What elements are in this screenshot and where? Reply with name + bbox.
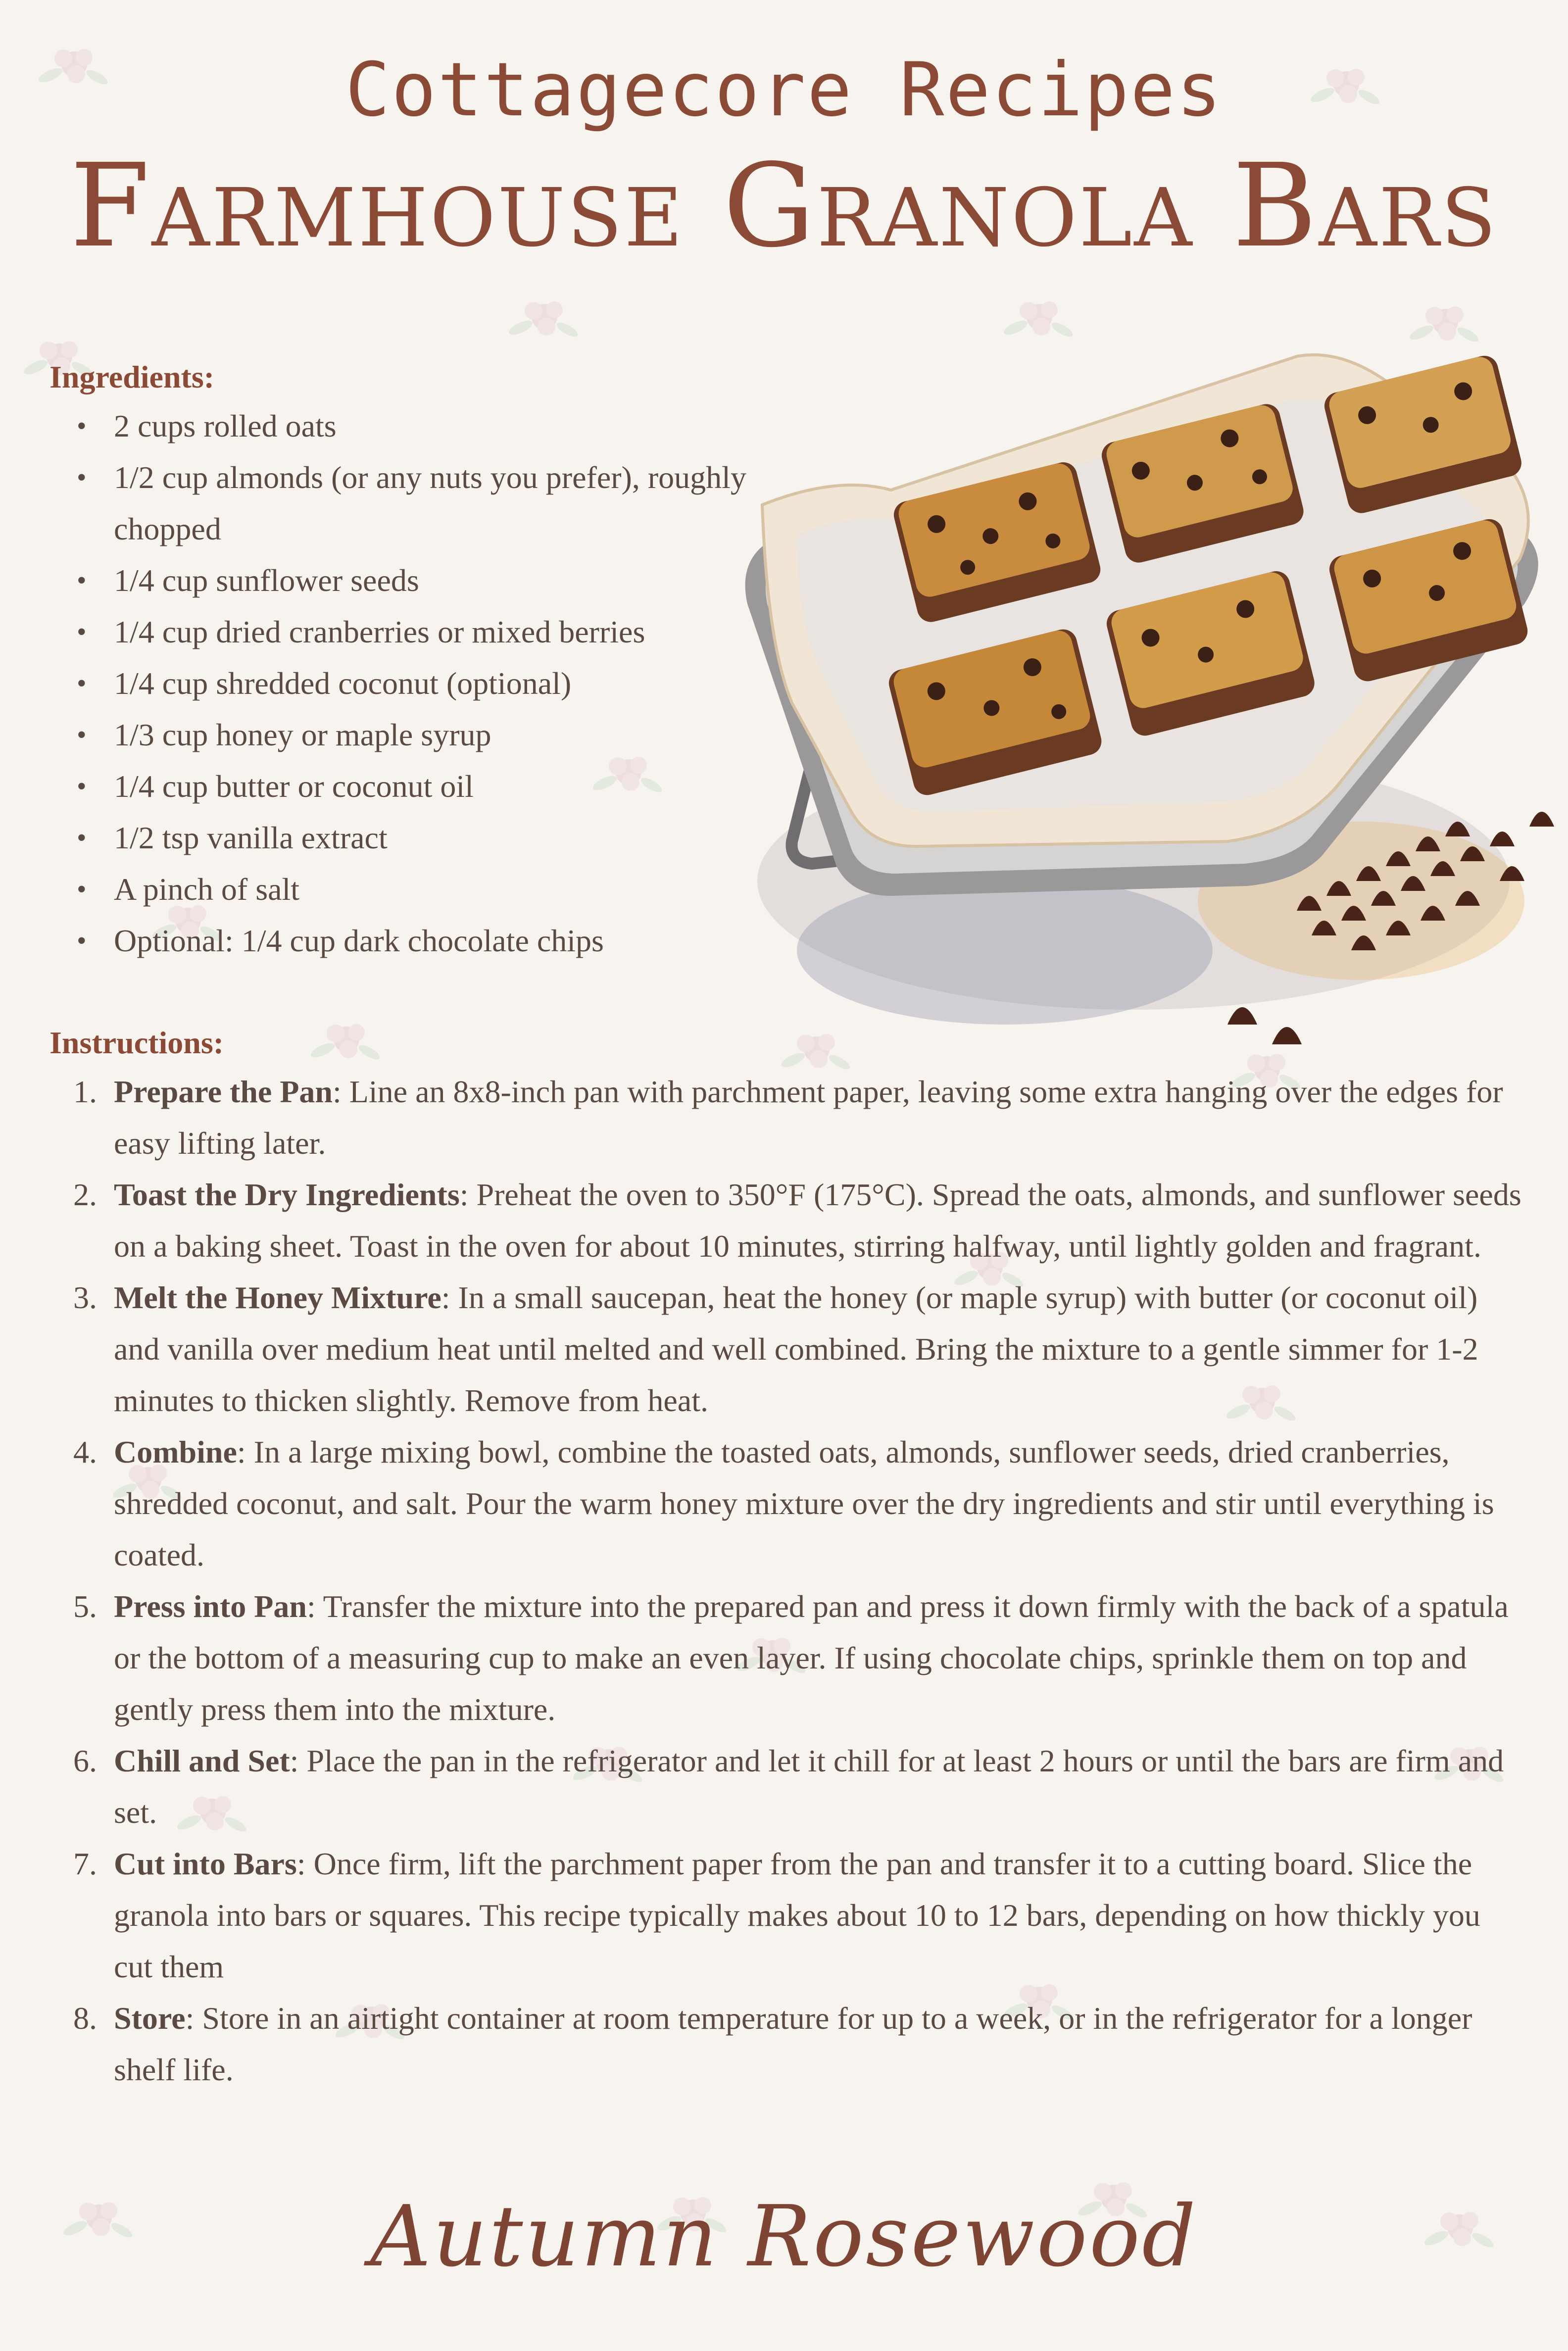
- ingredient-item: • A pinch of salt: [49, 864, 782, 915]
- bullet-icon: •: [77, 771, 87, 802]
- bullet-icon: •: [77, 720, 87, 750]
- instructions-heading: Instructions:: [49, 1025, 224, 1060]
- bullet-icon: •: [77, 823, 87, 853]
- instruction-step: 3. Melt the Honey Mixture: In a small saucepan, heat the honey (or maple syrup) with butter (or coconut oil) and vanilla over medium heat until melted and well combined. Bring the mixture to a gentle simmer for 1-2 minutes to thicken slightly. Remove from heat.: [73, 1280, 1478, 1418]
- bullet-icon: •: [77, 874, 87, 905]
- instruction-step: 2. Toast the Dry Ingredients: Preheat the oven to 350°F (175°C). Spread the oats, almonds, and sunflower seeds on a baking sheet. Toast in the oven for about 10 minutes, stirring halfway, until lightly golden and fragrant.: [73, 1177, 1521, 1264]
- ingredient-item: • 1/3 cup honey or maple syrup: [49, 709, 782, 761]
- bullet-icon: •: [77, 926, 87, 956]
- author-signature: Autumn Rosewood: [370, 2188, 1198, 2286]
- granola-pan-illustration: [728, 327, 1568, 1059]
- ingredient-item: • Optional: 1/4 cup dark chocolate chips: [49, 915, 782, 967]
- instructions-list: [49, 1066, 1524, 2096]
- instruction-step: 7. Cut into Bars: Once firm, lift the parchment paper from the pan and transfer it to a cutting board. Slice the granola into bars or squares. This recipe typically makes about 10 to 12 bars, depending on how thickly you cut them: [73, 1846, 1480, 1984]
- recipe-title: Farmhouse Granola Bars: [70, 139, 1498, 273]
- instruction-step: 8. Store: Store in an airtight container at room temperature for up to a week, or in the refrigerator for a longer shelf life.: [73, 2001, 1472, 2087]
- instruction-step: 4. Combine: In a large mixing bowl, combine the toasted oats, almonds, sunflower seeds, dried cranberries, shredded coconut, and salt. Pour the warm honey mixture over the dry ingredients and stir until everything is coated.: [73, 1434, 1494, 1572]
- ingredient-item: • 2 cups rolled oats: [49, 400, 782, 452]
- ingredient-item: • 1/2 cup almonds (or any nuts you prefer), roughly chopped: [49, 452, 782, 555]
- bullet-icon: •: [77, 411, 87, 441]
- bullet-icon: •: [77, 565, 87, 596]
- instruction-step: 1. Prepare the Pan: Line an 8x8-inch pan with parchment paper, leaving some extra hanging over the edges for easy lifting later.: [73, 1074, 1503, 1161]
- instruction-step: 6. Chill and Set: Place the pan in the refrigerator and let it chill for at least 2 hours or until the bars are firm and set.: [73, 1743, 1504, 1830]
- series-title: Cottagecore Recipes: [345, 47, 1223, 133]
- ingredient-item: • 1/4 cup dried cranberries or mixed berries: [49, 606, 782, 658]
- ingredients-section: [49, 359, 782, 967]
- ingredient-item: • 1/4 cup sunflower seeds: [49, 555, 782, 606]
- ingredient-item: • 1/2 tsp vanilla extract: [49, 812, 782, 864]
- ingredient-item: • 1/4 cup butter or coconut oil: [49, 761, 782, 812]
- bullet-icon: •: [77, 668, 87, 699]
- instructions-section: [49, 1025, 1524, 2096]
- ingredients-list: [49, 400, 782, 967]
- bullet-icon: •: [77, 617, 87, 647]
- instruction-step: 5. Press into Pan: Transfer the mixture into the prepared pan and press it down firmly with the back of a spatula or the bottom of a measuring cup to make an even layer. If using chocolate chips, sprinkle them on top and gently press them into the mixture.: [73, 1589, 1509, 1727]
- ingredient-item: • 1/4 cup shredded coconut (optional): [49, 658, 782, 709]
- bullet-icon: •: [77, 462, 87, 493]
- ingredients-heading: Ingredients:: [49, 359, 215, 394]
